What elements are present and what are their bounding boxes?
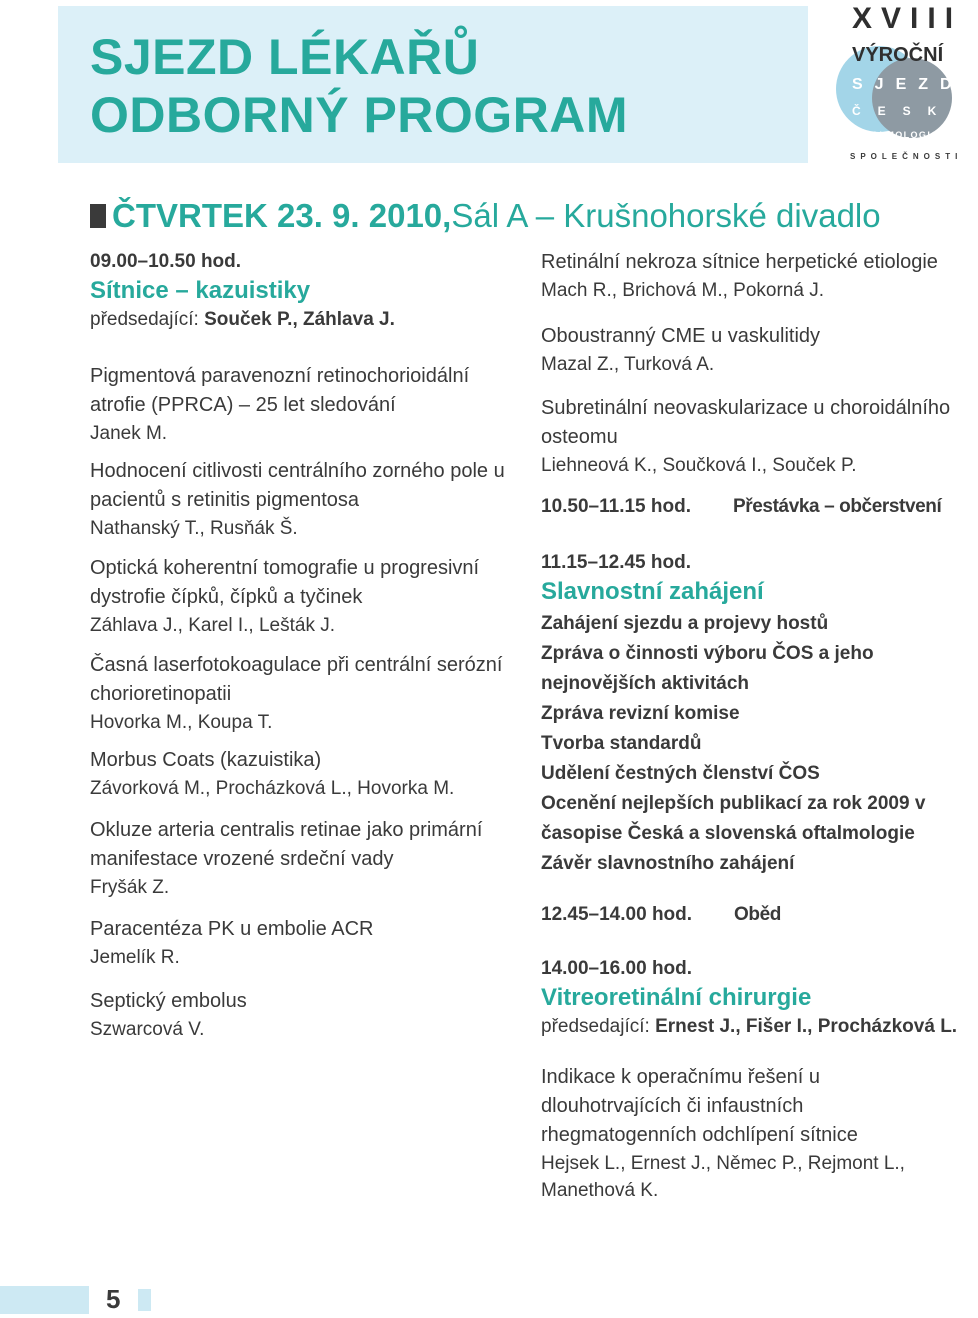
talk — [541, 248, 960, 304]
talk-title: Časná laserfotokoagulace při centrální serózní chorioretinopatii — [90, 654, 503, 705]
talk — [90, 987, 510, 1043]
logo-line-3: ČESKÉ — [852, 104, 978, 118]
footer-band — [0, 1286, 89, 1314]
talk-title: Pigmentová paravenozní retinochorioidální atrofie (PPRCA) – 25 let sledování — [90, 365, 470, 416]
talk-authors: Hovorka M., Koupa T. — [90, 712, 273, 733]
program-item: Ocenění nejlepších publikací za rok 2009 v časopise Česká a slovenská oftalmologie — [541, 793, 926, 844]
talk-title: Optická koherentní tomografie u progresivní dystrofie čípků, čípků a tyčinek — [90, 557, 480, 608]
session-title: Vitreoretinální chirurgie — [541, 984, 812, 1011]
day-heading — [90, 194, 881, 238]
talk-title: Oboustranný CME u vaskulitidy — [541, 325, 821, 347]
talk-authors: Nathanský T., Rusňák Š. — [90, 518, 298, 539]
talk — [541, 1063, 960, 1204]
session-time: 09.00–10.50 hod. — [90, 251, 242, 272]
talk-title: Hodnocení citlivosti centrálního zorného pole u pacientů s retinitis pigmentosa — [90, 460, 505, 511]
title-line-1: SJEZD LÉKAŘŮ — [90, 29, 480, 85]
talk-title: Septický embolus — [90, 990, 247, 1012]
talk-title: Paracentéza PK u embolie ACR — [90, 918, 374, 940]
program-item: Tvorba standardů — [541, 733, 702, 754]
session-time: 11.15–12.45 hod. — [541, 552, 691, 573]
chair-label: předsedající: — [541, 1016, 656, 1037]
day-date: ČTVRTEK 23. 9. 2010, — [112, 197, 452, 234]
lunch-label: Oběd — [734, 904, 782, 925]
program-item: Udělení čestných členství ČOS — [541, 763, 820, 784]
lunch-time: 12.45–14.00 hod. — [541, 904, 693, 925]
logo-line-2: SJEZD — [852, 76, 964, 93]
talk-authors: Jemelík R. — [90, 947, 180, 968]
talk — [90, 457, 510, 542]
talk — [90, 746, 510, 802]
break-label: Přestávka – občerstvení — [733, 496, 942, 517]
talk-title: Subretinální neovaskularizace u choroidálního osteomu — [541, 397, 951, 448]
program-item: Závěr slavnostního zahájení — [541, 853, 795, 874]
talk-authors: Mach R., Brichová M., Pokorná J. — [541, 280, 824, 301]
opening-session — [541, 549, 960, 879]
talk-authors: Závorková M., Procházková L., Hovorka M. — [90, 778, 455, 799]
session-title: Sítnice – kazuistiky — [90, 277, 311, 304]
talk-authors: Záhlava J., Karel I., Lešták J. — [90, 615, 335, 636]
logo-line-4: OFTALMOLOGICKÉ — [850, 130, 955, 140]
logo-line-1: VÝROČNÍ — [852, 44, 944, 66]
talk — [90, 915, 510, 971]
page-title — [90, 28, 628, 144]
chair-names: Ernest J., Fišer I., Procházková L. — [655, 1016, 958, 1037]
talk-authors: Fryšák Z. — [90, 877, 170, 898]
day-venue: Sál A – Krušnohorské divadlo — [451, 197, 881, 234]
session-title: Slavnostní zahájení — [541, 578, 764, 605]
talk-authors: Hejsek L., Ernest J., Němec P., Rejmont L., Manethová K. — [541, 1153, 905, 1201]
program-item: Zahájení sjezdu a projevy hostů — [541, 613, 829, 634]
talk-authors: Mazal Z., Turková A. — [541, 354, 715, 375]
talk-title: Indikace k operačnímu řešení u dlouhotrvajících či infaustních rhegmatogenních odchlípení sítnice — [541, 1066, 858, 1146]
session-time: 14.00–16.00 hod. — [541, 958, 693, 979]
vitreo-session — [541, 955, 960, 1204]
session-chair — [541, 1013, 960, 1041]
program-item: Zpráva o činnosti výboru ČOS a jeho nejnovějších aktivitách — [541, 643, 874, 694]
talk — [90, 651, 510, 736]
talk — [541, 394, 960, 479]
congress-logo — [830, 0, 978, 175]
logo-line-5: SPOLEČNOSTI — [850, 152, 963, 161]
chair-label: předsedající: — [90, 309, 205, 330]
right-column — [541, 248, 960, 1204]
chair-names: Souček P., Záhlava J. — [204, 309, 395, 330]
talk — [541, 322, 960, 378]
talk — [90, 816, 510, 901]
talk-authors: Liehneová K., Součková I., Souček P. — [541, 455, 857, 476]
logo-circle-grey — [872, 58, 952, 138]
program-item: Zpráva revizní komise — [541, 703, 740, 724]
lunch-row — [541, 901, 960, 929]
talk-authors: Szwarcová V. — [90, 1019, 205, 1040]
left-column — [90, 248, 510, 1043]
session-chair — [90, 306, 510, 334]
talk — [90, 554, 510, 639]
talk — [90, 362, 510, 447]
square-bullet-icon — [90, 204, 106, 228]
break-time: 10.50–11.15 hod. — [541, 496, 691, 517]
footer-mark — [138, 1289, 151, 1311]
page-number: 5 — [106, 1284, 121, 1314]
break-row — [541, 493, 960, 521]
logo-roman-numeral: XVIII — [852, 2, 963, 35]
talk-title: Morbus Coats (kazuistika) — [90, 749, 322, 771]
talk-authors: Janek M. — [90, 423, 168, 444]
talk-title: Okluze arteria centralis retinae jako primární manifestace vrozené srdeční vady — [90, 819, 483, 870]
talk-title: Retinální nekroza sítnice herpetické etiologie — [541, 251, 938, 273]
title-line-2: ODBORNÝ PROGRAM — [90, 87, 629, 143]
